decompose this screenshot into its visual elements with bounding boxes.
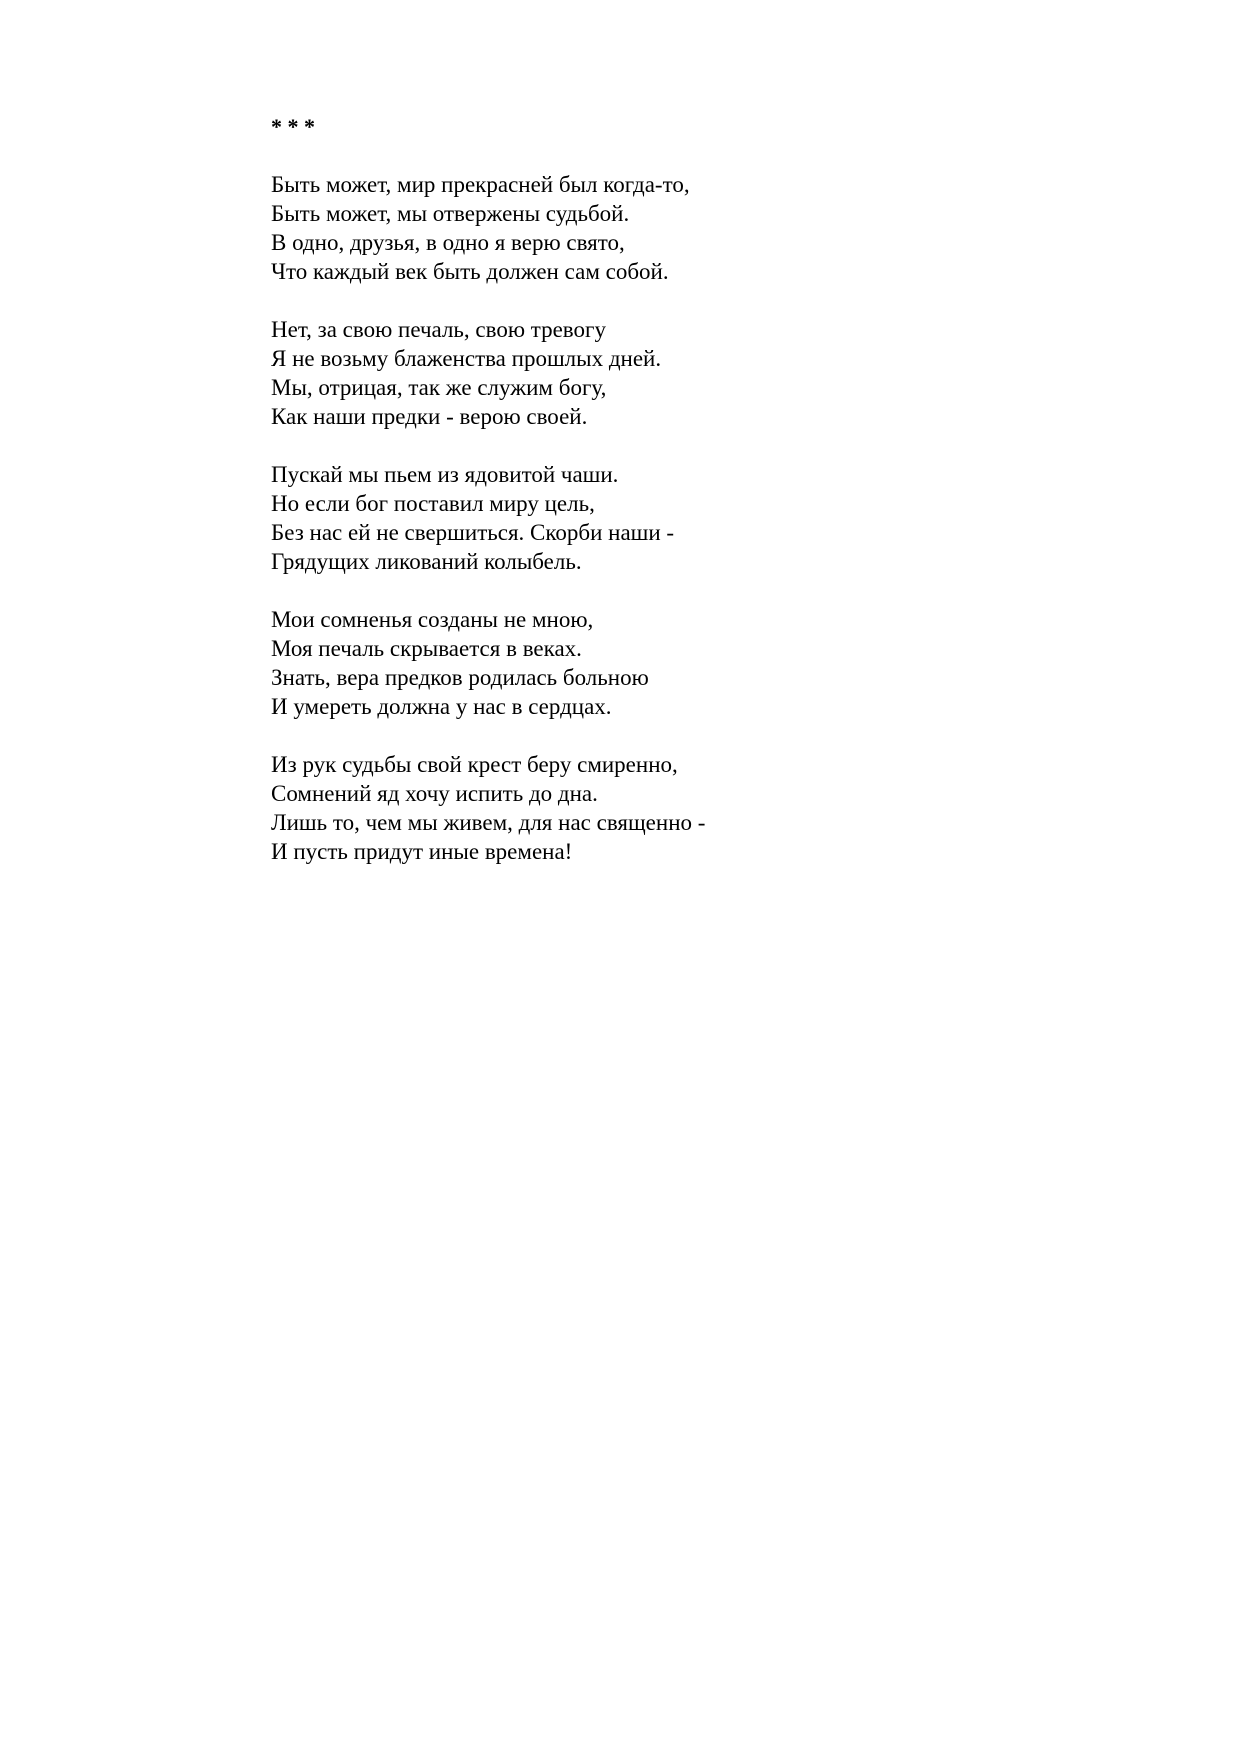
poem-line: Я не возьму блаженства прошлых дней. — [271, 346, 662, 371]
poem-line: Из рук судьбы свой крест беру смиренно, — [271, 752, 678, 777]
poem-line: Как наши предки - верою своей. — [271, 404, 588, 429]
poem-line: Мои сомненья созданы не мною, — [271, 607, 594, 632]
poem-line: Быть может, мы отвержены судьбой. — [271, 201, 630, 226]
poem-line: И пусть придут иные времена! — [271, 839, 573, 864]
poem-line: Грядущих ликований колыбель. — [271, 549, 582, 574]
poem-heading: * * * — [271, 114, 315, 139]
poem-line: Пускай мы пьем из ядовитой чаши. — [271, 462, 619, 487]
poem-line: Знать, вера предков родилась больною — [271, 665, 649, 690]
poem-line: И умереть должна у нас в сердцах. — [271, 694, 612, 719]
poem-line: Быть может, мир прекрасней был когда-то, — [271, 172, 690, 197]
stanza-4 — [271, 605, 971, 721]
poem — [271, 112, 971, 895]
poem-line: Сомнений яд хочу испить до дна. — [271, 781, 598, 806]
poem-line: Лишь то, чем мы живем, для нас священно - — [271, 810, 706, 835]
stanza-2 — [271, 315, 971, 431]
poem-line: Без нас ей не свершиться. Скорби наши - — [271, 520, 675, 545]
poem-line: Но если бог поставил миру цель, — [271, 491, 595, 516]
poem-line: Нет, за свою печаль, свою тревогу — [271, 317, 606, 342]
stanza-3 — [271, 460, 971, 576]
poem-line: В одно, друзья, в одно я верю свято, — [271, 230, 625, 255]
poem-line: Моя печаль скрывается в веках. — [271, 636, 582, 661]
poem-line: Мы, отрицая, так же служим богу, — [271, 375, 607, 400]
stanza-1 — [271, 170, 971, 286]
stanza-5 — [271, 750, 971, 866]
poem-line: Что каждый век быть должен сам собой. — [271, 259, 669, 284]
